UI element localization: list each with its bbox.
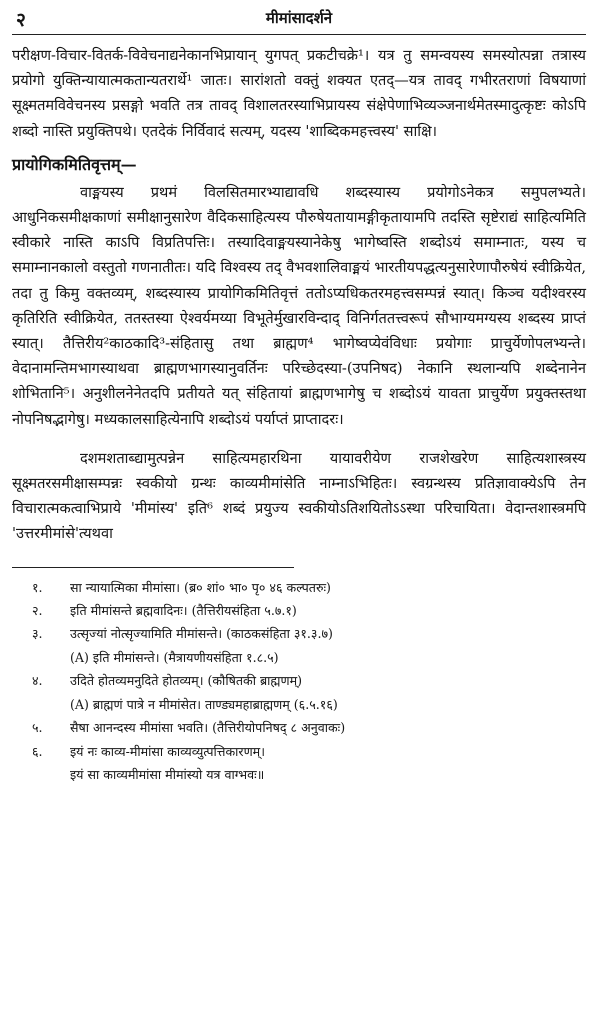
section-heading: प्रायोगिकमितिवृत्तम्— <box>12 154 137 174</box>
footnote-number: २. <box>32 603 43 619</box>
footnotes-list <box>12 576 586 787</box>
footnote-text: इयं नः काव्य-मीमांसा काव्यव्युत्पत्तिकारणम्। <box>70 743 265 759</box>
footnote-text: इति मीमांसन्ते ब्रह्मवादिनः। (तैत्तिरीयसंहिता ५.७.१) <box>70 603 297 619</box>
footnote-subline: (A) इति मीमांसन्ते। (मैत्रायणीयसंहिता १.८.५) <box>70 649 279 665</box>
footnote-4 <box>32 669 586 716</box>
body-paragraph-3: दशमशताब्द्यामुत्पन्नेन साहित्यमहारथिना यायावरीयेण राजशेखरेण साहित्यशास्त्रस्य सूक्ष्मतरसमीक्षासम्पन्नः स्वकीयो ग्रन्थः काव्यमीमांसेति नाम्नाऽभिहितः। स्वग्रन्थस्य प्रतिज्ञावाक्येऽपि तेन विचारात्मकत्वाभिप्राये 'मीमांस्य' इति⁶ शब्दं प्रयुज्य स्वकीयोऽतिशयितोऽऽस्था परिचायिता। वेदान्तशास्त्रमपि 'उत्तरमीमांसे'त्यथवा <box>12 449 586 543</box>
body-paragraph-2: वाङ्मयस्य प्रथमं विलसितमारभ्याद्यावधि शब्दस्यास्य प्रयोगोऽनेकत्र समुपलभ्यते। आधुनिकसमीक्षकाणां समीक्षानुसारेण वैदिकसाहित्यस्य पौरुषेयतायामङ्गीकृतायामपि तदस्ति सृष्टेराद्यं साहित्यमिति स्वीकारे नास्ति काऽपि विप्रतिपत्तिः। तस्यादिवाङ्मयस्यानेकेषु भागेष्वस्ति शब्दोऽयं समाम्नातः, यस्य च समाम्नानकालो वस्तुतो गणनातीतः। यदि विश्वस्य तद् वैभवशालिवाङ्मयं भारतीयपद्धत्यनुसारेणापौरुषेयं स्वीक्रियेत, तदा तु किमु वक्तव्यम्, शब्दस्यास्य प्रायोगिकमितिवृत्तं ततोऽप्यधिकतरमहत्त्वसम्पन्नं स्यात्। किञ्च यदीश्वरस्य कृतिरिति स्वीक्रियेत, ततस्तस्या ऐश्वर्यमय्या विभूतेर्मुखारविन्दाद् विनिर्गततत्त्वरूपं सौभाग्यमग्यस्य शब्दस्य प्राप्तं स्यात्। तैत्तिरीय²काठकादि³-संहितासु तथा ब्राह्मण⁴ भागेष्वप्येवंविधाः प्रयोगाः प्राचुर्येणोपलभ्यन्ते। वेदानामन्तिमभागस्याथवा ब्राह्मणभागस्यानुवर्तिनः परिच्छेदस्या-(उपनिषद) नेकानि स्थलान्यपि शब्देनानेन शोभितानि⁵। अनुशीलनेनेतदपि प्रतीयते यत् संहितायां ब्राह्मणभागेषु च शब्दोऽयं यावता प्राचुर्येण प्रयुक्तस्तथा नोपनिषद्भागेषु। मध्यकालसाहित्येनापि शब्दोऽयं पर्याप्तं प्राप्तादरः। <box>12 183 586 428</box>
footnote-number: १. <box>32 579 43 595</box>
footnote-subline: (A) ब्राह्मणं पात्रे न मीमांसेत। ताण्ड्यमहाब्राह्मणम् (६.५.१६) <box>70 696 338 712</box>
footnote-number: ४. <box>32 673 43 689</box>
footnote-text: उत्सृज्यां नोत्सृज्यामिति मीमांसन्ते। (काठकसंहिता ३१.३.७) <box>70 626 333 642</box>
footnote-rule <box>12 567 294 568</box>
footnote-6 <box>32 740 586 787</box>
footnote-1 <box>32 576 586 599</box>
footnote-3 <box>32 622 586 669</box>
footnote-number: ३. <box>32 626 43 642</box>
footnote-2 <box>32 599 586 622</box>
footnote-number: ६. <box>32 743 43 759</box>
footnote-5 <box>32 716 586 739</box>
footnote-text: उदिते होतव्यमनुदिते होतव्यम्। (कौषितकी ब्राह्मणम्) <box>70 673 303 689</box>
page-header <box>12 6 586 32</box>
page-number: २ <box>16 9 26 31</box>
footnote-number: ५. <box>32 720 43 736</box>
running-title: मीमांसादर्शने <box>265 9 333 27</box>
footnote-subline: इयं सा काव्यमीमांसा मीमांस्यो यत्र वाग्भवः॥ <box>70 766 265 782</box>
header-rule <box>12 34 586 35</box>
body-paragraph-1: परीक्षण-विचार-वितर्क-विवेचनाद्यनेकानभिप्रायान् युगपत् प्रकटीचक्रे¹। यत्र तु समन्वयस्य समस्योत्पन्ना तत्रास्य प्रयोगो युक्तिन्यायात्मकतान्यतरार्थे¹ जातः। सारांशतो वक्तुं शक्यत एतद्—यत्र तावद् गभीरतराणां विषयाणां सूक्ष्मतमविवेचनस्य प्रसङ्गो भवति तत्र तावद् विशालतरस्याभिप्रायस्य संक्षेपेणाभिव्यञ्जनार्थमेतस्मादुत्कृष्टः कोऽपि शब्दो नास्ति प्रयुक्तिपथे। एतदेकं निर्विवादं सत्यम्, यदस्य 'शाब्दिकमहत्त्वस्य' साक्षि। <box>12 47 586 140</box>
paragraph-gap <box>12 432 586 446</box>
footnote-text: सैषा आनन्दस्य मीमांसा भवति। (तैत्तिरीयोपनिषद् ८ अनुवाकः) <box>70 720 346 736</box>
footnote-text: सा न्यायात्मिका मीमांसा। (ब्र० शां० भा० पृ० ४६ कल्पतरुः) <box>70 579 331 595</box>
